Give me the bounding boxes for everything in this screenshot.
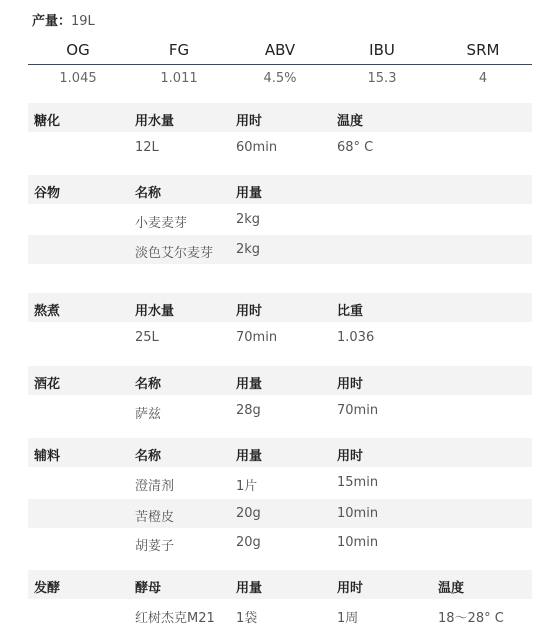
mash-section-title: 糖化 [34, 114, 61, 129]
hops-header-name: 名称 [135, 377, 162, 392]
ferment-header-temp: 温度 [438, 581, 465, 596]
hop-time: 70min [337, 403, 379, 418]
stat-header-abv: ABV [264, 41, 296, 59]
adjunct-row [28, 528, 532, 557]
stat-header-srm: SRM [466, 41, 500, 59]
grains-section-title: 谷物 [34, 186, 61, 201]
mash-time: 60min [236, 140, 278, 155]
boil-row [28, 323, 532, 352]
ferment-header-amount: 用量 [236, 581, 263, 596]
ferment-header-yeast: 酵母 [135, 581, 162, 596]
yield-label: 产量： [32, 14, 72, 29]
hops-header-time: 用时 [337, 377, 364, 392]
yield-line [32, 10, 95, 29]
adjunct-time: 10min [337, 535, 379, 550]
mash-header-row [28, 103, 532, 132]
mash-header-temp: 温度 [337, 114, 364, 129]
adjunct-time: 10min [337, 506, 379, 521]
ferment-header-row [28, 570, 532, 599]
ferment-header-time: 用时 [337, 581, 364, 596]
hops-header-row [28, 366, 532, 395]
boil-gravity: 1.036 [337, 330, 375, 345]
ferment-section-title: 发酵 [34, 581, 61, 596]
boil-header-gravity: 比重 [337, 304, 364, 319]
grain-name: 小麦麦芽 [135, 216, 188, 231]
grains-header-amount: 用量 [236, 186, 263, 201]
stats-header-row [28, 38, 532, 65]
adjunct-row [28, 468, 532, 497]
adjuncts-header-name: 名称 [135, 449, 162, 464]
mash-header-time: 用时 [236, 114, 263, 129]
ferment-amount: 1袋 [236, 611, 258, 626]
mash-temp: 68° C [337, 140, 374, 155]
hop-amount: 28g [236, 403, 261, 418]
hop-row [28, 396, 532, 425]
boil-water: 25L [135, 330, 159, 345]
ferment-yeast: 红树杰克M21 [135, 611, 215, 626]
adjunct-name: 苦橙皮 [135, 510, 175, 525]
boil-time: 70min [236, 330, 278, 345]
stat-header-fg: FG [168, 41, 190, 59]
adjunct-row [28, 499, 532, 528]
stats-value-row [28, 66, 532, 92]
stat-value-ibu: 15.3 [367, 71, 397, 86]
grains-header-name: 名称 [135, 186, 162, 201]
boil-header-row [28, 293, 532, 322]
grain-row [28, 235, 532, 264]
ferment-row [28, 600, 532, 629]
boil-header-time: 用时 [236, 304, 263, 319]
adjuncts-header-row [28, 438, 532, 467]
stat-value-abv: 4.5% [263, 71, 297, 86]
adjuncts-header-time: 用时 [337, 449, 364, 464]
adjunct-amount: 20g [236, 506, 261, 521]
adjunct-time: 15min [337, 475, 379, 490]
grain-amount: 2kg [236, 212, 261, 227]
grains-header-row [28, 175, 532, 204]
adjunct-amount: 20g [236, 535, 261, 550]
mash-header-water: 用水量 [135, 114, 175, 129]
grain-row [28, 205, 532, 234]
adjunct-name: 胡荽子 [135, 539, 175, 554]
grain-name: 淡色艾尔麦芽 [135, 246, 214, 261]
adjuncts-section-title: 辅料 [34, 449, 61, 464]
ferment-time: 1周 [337, 611, 359, 626]
stat-value-fg: 1.011 [160, 71, 198, 86]
adjunct-name: 澄清剂 [135, 479, 175, 494]
boil-section-title: 熬煮 [34, 304, 61, 319]
hops-section-title: 酒花 [34, 377, 61, 392]
ferment-temp: 18～28° C [438, 611, 504, 626]
stat-header-ibu: IBU [369, 41, 395, 59]
mash-row [28, 133, 532, 162]
hops-header-amount: 用量 [236, 377, 263, 392]
stat-value-srm: 4 [478, 71, 488, 86]
stat-value-og: 1.045 [59, 71, 97, 86]
mash-water: 12L [135, 140, 159, 155]
yield-value: 19L [71, 14, 95, 29]
grain-amount: 2kg [236, 242, 261, 257]
boil-header-water: 用水量 [135, 304, 175, 319]
adjunct-amount: 1片 [236, 479, 258, 494]
stat-header-og: OG [66, 41, 90, 59]
hop-name: 萨兹 [135, 407, 162, 422]
adjuncts-header-amount: 用量 [236, 449, 263, 464]
